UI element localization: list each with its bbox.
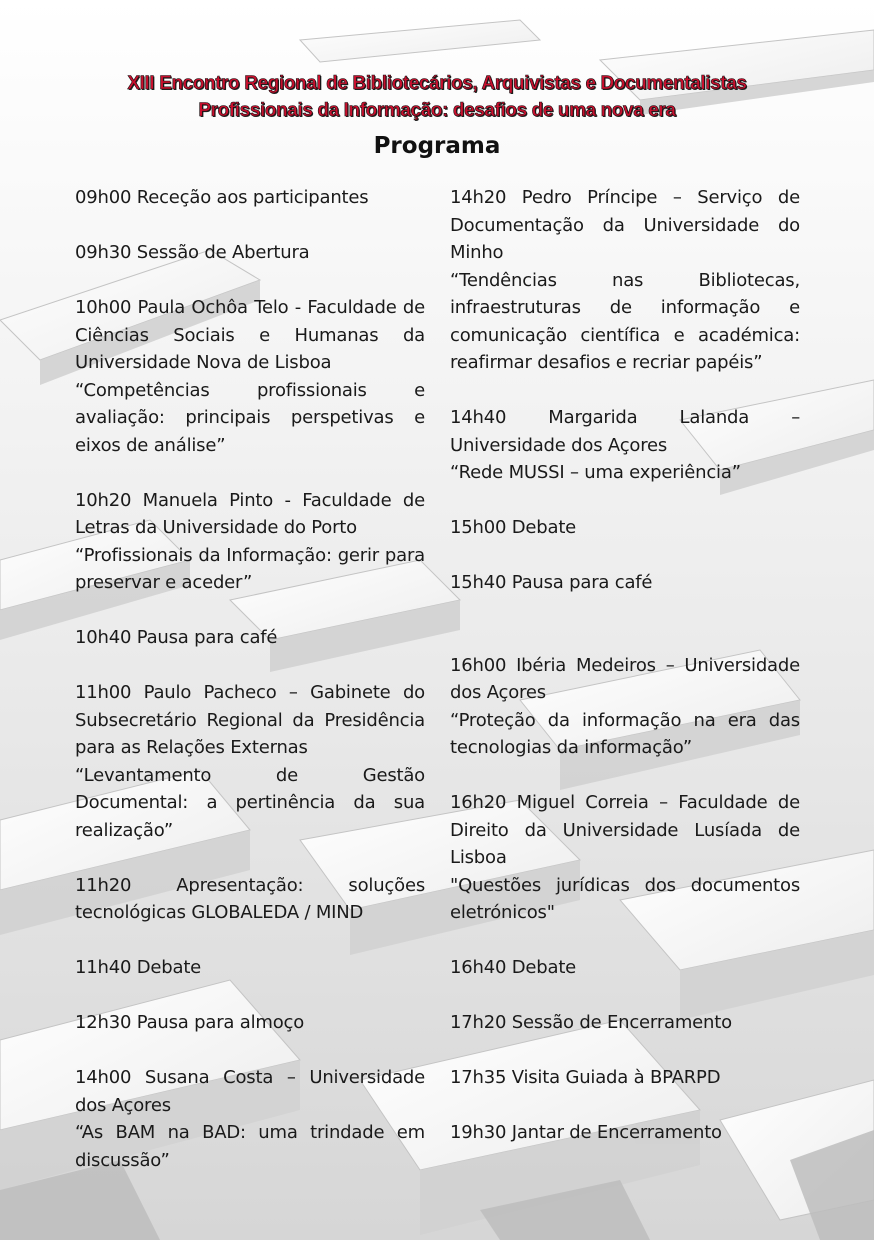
schedule-item (450, 514, 800, 542)
schedule-item (450, 569, 800, 597)
event-title-line-1: XIII Encontro Regional de Bibliotecários, Arquivistas e Documentalistas (127, 73, 747, 94)
schedule-talk-title: “Rede MUSSI – uma experiência” (450, 462, 741, 483)
schedule-text: 15h00 Debate (450, 517, 577, 538)
schedule-item (75, 239, 425, 267)
event-title-line-2: Profissionais da Informação: desafios de uma nova era (198, 100, 676, 121)
schedule-left-column (75, 184, 425, 1202)
schedule-item (75, 1064, 425, 1174)
schedule-item (75, 679, 425, 844)
schedule-item (450, 1119, 800, 1147)
schedule-item (75, 184, 425, 212)
schedule-text: 09h00 Receção aos participantes (75, 187, 369, 208)
schedule-speaker: 14h40 Margarida Lalanda – Universidade dos Açores (450, 407, 800, 456)
schedule-text: 12h30 Pausa para almoço (75, 1012, 305, 1033)
schedule-item (75, 954, 425, 982)
program-heading: Programa (373, 133, 501, 159)
schedule-item (75, 487, 425, 597)
schedule-item (75, 1009, 425, 1037)
schedule-talk-title: “As BAM na BAD: uma trindade em discussão” (75, 1122, 425, 1171)
schedule-talk-title: “Tendências nas Bibliotecas, infraestruturas de informação e comunicação científica e académica: reafirmar desafios e recriar papéis” (450, 269, 800, 373)
schedule-speaker: 14h20 Pedro Príncipe – Serviço de Documentação da Universidade do Minho (450, 187, 800, 263)
schedule-text: 17h35 Visita Guiada à BPARPD (450, 1067, 721, 1088)
spacer (450, 624, 800, 652)
schedule-item (450, 184, 800, 377)
schedule-item (75, 294, 425, 459)
schedule-speaker: 16h20 Miguel Correia – Faculdade de Direito da Universidade Lusíada de Lisboa (450, 792, 800, 868)
schedule-text: 11h20 Apresentação: soluções tecnológicas GLOBALEDA / MIND (75, 874, 425, 923)
schedule-speaker: 16h00 Ibéria Medeiros – Universidade dos Açores (450, 654, 800, 703)
schedule-item (75, 624, 425, 652)
schedule-item (450, 1064, 800, 1092)
schedule-item (450, 652, 800, 762)
schedule-text: 11h40 Debate (75, 957, 202, 978)
schedule-talk-title: "Questões jurídicas dos documentos eletrónicos" (450, 874, 800, 923)
schedule-speaker: 14h00 Susana Costa – Universidade dos Açores (75, 1067, 425, 1116)
schedule-item (450, 789, 800, 927)
schedule-text: 10h40 Pausa para café (75, 627, 278, 648)
schedule-talk-title: “Levantamento de Gestão Documental: a pertinência da sua realização” (75, 764, 425, 841)
schedule-speaker: 11h00 Paulo Pacheco – Gabinete do Subsecretário Regional da Presidência para as Relações Externas (75, 682, 425, 758)
schedule-speaker: 10h00 Paula Ochôa Telo - Faculdade de Ciências Sociais e Humanas da Universidade Nova de Lisboa (75, 297, 425, 373)
schedule-text: 09h30 Sessão de Abertura (75, 242, 310, 263)
schedule-item (450, 404, 800, 487)
schedule-speaker: 10h20 Manuela Pinto - Faculdade de Letras da Universidade do Porto (75, 489, 425, 538)
schedule-talk-title: “Proteção da informação na era das tecnologias da informação” (450, 709, 800, 758)
schedule-item (450, 1009, 800, 1037)
schedule-right-column (450, 184, 800, 1174)
schedule-text: 15h40 Pausa para café (450, 572, 653, 593)
schedule-item (450, 954, 800, 982)
schedule-item (75, 872, 425, 927)
schedule-text: 19h30 Jantar de Encerramento (450, 1122, 722, 1143)
schedule-text: 16h40 Debate (450, 957, 577, 978)
schedule-talk-title: “Profissionais da Informação: gerir para preservar e aceder” (75, 544, 425, 593)
schedule-talk-title: “Competências profissionais e avaliação: principais perspetivas e eixos de análise” (75, 379, 425, 456)
schedule-text: 17h20 Sessão de Encerramento (450, 1012, 732, 1033)
